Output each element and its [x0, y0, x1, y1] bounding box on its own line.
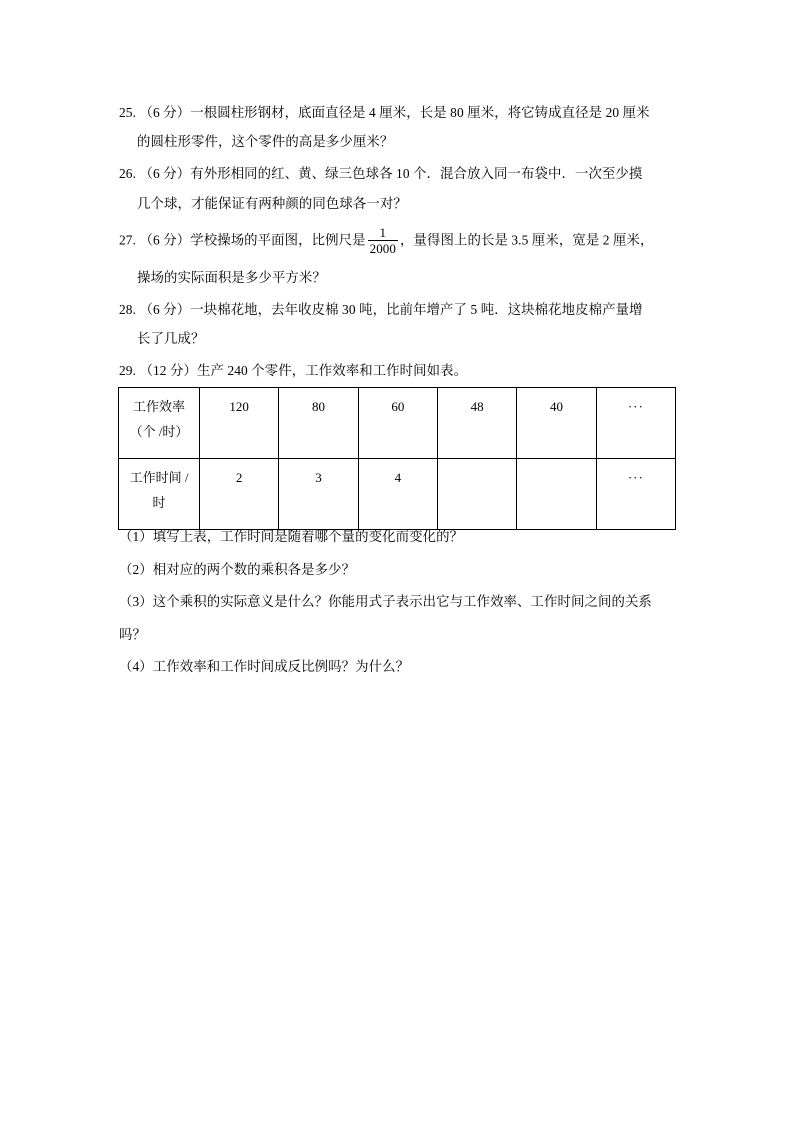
table-cell-ellipsis: ···: [596, 388, 675, 459]
fraction-numerator: 1: [368, 225, 398, 241]
header-line: 工作时间 /: [129, 470, 189, 485]
question-text: 一块棉花地，去年收皮棉 30 吨，比前年增产了 5 吨．这块棉花地皮棉产量增: [190, 302, 643, 317]
table-row-time: [119, 459, 676, 530]
question-number: 29.: [119, 363, 137, 378]
question-points: （6 分）: [139, 302, 191, 317]
table-cell: 4: [358, 459, 437, 530]
question-number: 28.: [119, 302, 137, 317]
table-cell: 60: [358, 388, 437, 459]
efficiency-time-table: [118, 387, 676, 530]
table-cell: 80: [279, 388, 358, 459]
question-27-line-2: 操场的实际面积是多少平方米？: [137, 270, 326, 285]
question-text: 一根圆柱形钢材，底面直径是 4 厘米，长是 80 厘米，将它铸成直径是 20 厘米: [190, 105, 650, 120]
question-points: （6 分）: [139, 105, 191, 120]
question-27-line-1: [119, 226, 654, 257]
question-text-after-fraction: ，量得图上的长是 3.5 厘米，宽是 2 厘米，: [400, 232, 654, 248]
question-text: 生产 240 个零件，工作效率和工作时间如表。: [197, 363, 468, 378]
question-text: 有外形相同的红、黄、绿三色球各 10 个．混合放入同一布袋中．一次至少摸: [190, 166, 643, 181]
table-cell: 3: [279, 459, 358, 530]
question-text: 学校操场的平面图，比例尺是: [190, 232, 366, 248]
table-cell: 40: [517, 388, 596, 459]
subquestion-4: （4）工作效率和工作时间成反比例吗？为什么？: [119, 659, 410, 674]
fraction-denominator: 2000: [369, 241, 397, 256]
question-points: （6 分）: [139, 232, 191, 248]
header-line: （个 /时）: [129, 424, 189, 439]
subquestion-3: （3）这个乘积的实际意义是什么？你能用式子表示出它与工作效率、工作时间之间的关系: [119, 594, 652, 609]
subquestion-2: （2）相对应的两个数的乘积各是多少？: [119, 562, 356, 577]
table-cell: 48: [437, 388, 516, 459]
question-28-line-2: 长了几成？: [137, 331, 205, 346]
table-cell: 2: [200, 459, 279, 530]
question-25-line-2: 的圆柱形零件，这个零件的高是多少厘米？: [137, 134, 394, 149]
table-cell-ellipsis: ···: [596, 459, 675, 530]
table-cell-blank[interactable]: [517, 459, 596, 530]
subquestion-1: （1）填写上表，工作时间是随着哪个量的变化而变化的？: [119, 529, 464, 544]
question-26-line-2: 几个球，才能保证有两种颜的同色球各一对？: [137, 196, 407, 211]
subquestion-3-continued: 吗？: [119, 627, 146, 642]
question-points: （6 分）: [139, 166, 191, 181]
question-points: （12 分）: [139, 363, 198, 378]
header-line: 时: [152, 495, 166, 510]
row-header-efficiency: [119, 388, 200, 459]
header-line: 工作效率: [132, 399, 185, 414]
question-25-line-1: [119, 105, 650, 121]
question-number: 25.: [119, 105, 137, 120]
table-row-efficiency: [119, 388, 676, 459]
question-number: 26.: [119, 166, 137, 181]
scale-fraction: [368, 225, 398, 256]
question-number: 27.: [119, 232, 137, 248]
row-header-time: [119, 459, 200, 530]
question-29-line-1: [119, 363, 467, 379]
question-26-line-1: [119, 166, 642, 182]
question-28-line-1: [119, 302, 643, 318]
table-cell-blank[interactable]: [437, 459, 516, 530]
table-cell: 120: [200, 388, 279, 459]
